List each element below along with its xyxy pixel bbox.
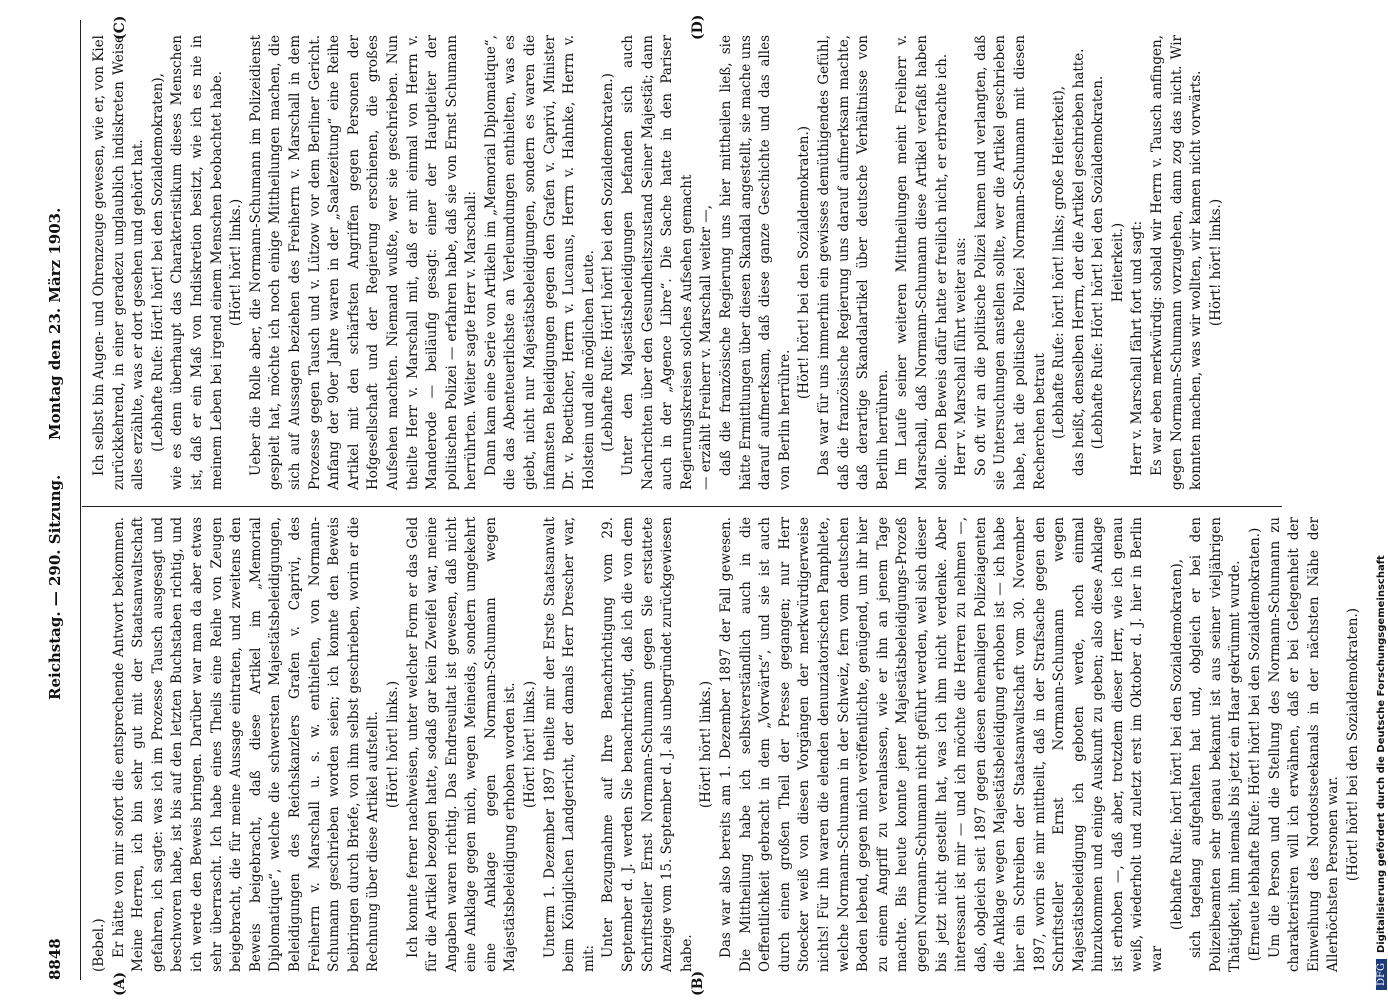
paragraph: Ueber die Rolle aber, die Normann-Schumann im Polizeidienst gespielt hat, möchte ich noch einige Mittheilungen machen, die sich auf Aussagen beziehen des Freiherrn v. Marschall in dem Prozesse gegen Tausch und v. Lützow vor dem Berliner Gericht. Anfang der 90er Jahre waren in der „Saalezeitung“ eine Reihe Artikel mit den schärfsten Angriffen gegen Personen der Hofgesellschaft und der Regierung erschienen, die großes Aufsehen machten. Niemand wußte, wer sie geschrieben. Nun theilte Herr v. Marschall mit, daß er mit einmal von Herrn v. Manderode — beiläufig gesagt: einer der Hauptleiter der politischen Polizei — erfahren habe, daß sie von Ernst Schumann herrührten. Weiter sagte Herr v. Marschall: [247, 35, 480, 490]
margin-mark-a: (A) [112, 971, 128, 996]
interjection: (Hört! hört! links.) [522, 680, 539, 809]
header-title-left: Reichstag. — 290. Sitzung. [46, 474, 64, 700]
quotation: daß die französische Regierung uns hier mittheilen ließ, sie hätte Ermittlungen über diesen Skandal angestellt, sie mache uns darauf aufmerksam, daß diese ganze Geschichte und das alles von Berlin herrühre. [718, 35, 793, 490]
paragraph: Im Laufe seiner weiteren Mittheilungen meint Freiherr v. Marschall, daß Normann-Schumann diese Artikel verfaßt haben solle. Den Beweis dafür hatte er freilich nicht, er erbrachte ich. [894, 35, 950, 490]
paragraph: sich tagelang aufgehalten hat und, obgleich er bei den Polizeibeamten sehr genau bekannt ist aus seiner vieljährigen Thätigkeit, ihm niemals bis jetzt ein Haar gekrümmt wurde. [1188, 517, 1244, 972]
interjection: (Lebhafte Rufe: hört! hört! links; große Heiterkeit), [1051, 85, 1068, 440]
page-number: 8848 [46, 938, 64, 980]
interjection: (Hört! hört! links.) [698, 680, 715, 809]
paragraph: Um die Person und die Stellung des Normann-Schumann zu charakterisiren will ich erwähnen, daß er bei Gelegenheit der Einweihung des Nordostseekanals in der nächsten Nähe der Allerhöchsten Personen war. [1266, 517, 1342, 972]
margin-mark-c: (C) [112, 15, 128, 40]
credit-line [1369, 0, 1387, 990]
paragraph: Unterm 1. Dezember 1897 theilte mir der Erste Staatsanwalt beim Königlichen Landgericht, der damals Herr Drescher war, mit: [541, 517, 597, 972]
quotation: Es war eben merkwürdig: sobald wir Herrn v. Tausch anfingen, gegen Normann-Schumann vorzugehen, dann zog das nicht. Wir konnten machen, was wir wollten, wir kamen nicht vorwärts. [1149, 35, 1205, 490]
interjection: (Lebhafte Rufe: Hört! hört! bei den Sozialdemokraten. Heiterkeit.) [1090, 75, 1126, 450]
paragraph: Das war also bereits am 1. Dezember 1897 der Fall gewesen. Die Mittheilung habe ich selbstverständlich auch in die Oeffentlichkeit gebracht in dem „Vorwärts“, und sie ist auch durch einen großen Theil der Presse gegangen; nur Herr Stoecker weiß von diesen Vorgängen der merkwürdigerweise nichts! Für ihn waren die elenden denunziatorischen Pamphlete, welche Normann-Schumann in der Schweiz, fern vom deutschen Boden lebend, gegen mich veröffentlichte, genügend, um ihr hier zu einem Angriff zu veranlassen, wie er ihn an jenem Tage machte. Bis heute konnte jener Majestätsbeleidigungs-Prozeß gegen Normann-Schumann nicht geführt werden, weil sich dieser bis jetzt nicht gestellt hat, was ich ihm nicht verdenke. Aber interessant ist mir — und ich möchte die Herren zu nehmen —, daß, obgleich seit 1897 gegen diesen ehemaligen Polizeiagenten die Anklage wegen Majestätsbeleidigung erhoben ist — ich habe hier ein Schreiben der Staatsanwaltschaft vom 30. November 1897, worin sie mir mittheilt, daß in der Strafsache gegen den Schriftsteller Ernst Normann-Schumann wegen Majestätsbeleidigung ich geboten werde, noch einmal hinzukommen und einige Auskunft zu geben; also diese Anklage ist erhoben —, daß aber, trotzdem dieser Herr, wie ich genau weiß, wiederholt und zuletzt erst im Oktober d. J. hier in Berlin war [718, 517, 1166, 972]
interjection: (Hört! hört! links.) [228, 198, 245, 327]
paragraph: Herr v. Marschall fährt fort und sagt: [1129, 220, 1146, 476]
header-rule [80, 20, 81, 980]
dfg-logo: DFG [1376, 959, 1387, 990]
quotation: Dann kam eine Serie von Artikeln im „Memorial Diplomatique“, die das Abenteuerlichste an Verleumdungen enthielten, was es giebt, nicht nur Majestätsbeleidigungen, sondern es waren die infamsten Beleidigungen gegen den Grafen v. Caprivi, Minister Dr. v. Boetticher, Herrn v. Lucanus, Herrn v. Hahnke, Herrn v. Holstein und alle möglichen Leute. [482, 35, 597, 490]
left-column [90, 517, 1364, 972]
quotation: Unter Bezugnahme auf Ihre Benachrichtigung vom 29. September d. J. werden Sie benachrichtigt, daß ich die von dem Schriftsteller Ernst Normann-Schumann gegen Sie erstattete Anzeige vom 15. September d. J. als unbegründet zurückgewiesen habe. [600, 517, 695, 972]
paragraph: — erzählt Freiherr v. Marschall weiter —, [698, 204, 715, 490]
credit-text: Digitalisierung gefördert durch die Deutsche Forschungsgemeinschaft [1376, 555, 1387, 954]
paragraph: Herr v. Marschall führt weiter aus: [953, 237, 970, 476]
interjection: (Hört! hört! bei den Sozialdemokraten.) [1345, 607, 1361, 882]
quotation: das heißt, denselben Herrn, der die Artikel geschrieben hatte. [1070, 48, 1087, 476]
paragraph: wie es denn überhaupt das Charakteristikum dieses Menschen ist, daß er ein Maß von Indiskretion besitzt, wie ich es nie in meinem Leben bei irgend einem Menschen beobachtet habe. [169, 35, 225, 490]
right-column [90, 35, 1226, 490]
interjection: (Lebhafte Rufe: Hört! hört! bei den Sozialdemokraten), [149, 73, 166, 452]
quotation: Unter den Majestätsbeleidigungen befanden sich auch Nachrichten über den Gesundheitszustand Seiner Majestät; dann auch in der „Agence Libre“. Die Sache hatte in den Pariser Regierungskreisen solches Aufsehen gemacht [620, 35, 695, 490]
interjection: (Lebhafte Rufe: Hört! hört! bei den Sozialdemokraten.) [600, 73, 617, 452]
interjection: (Erneute lebhafte Rufe: Hört! hört! bei den Sozialdemokraten.) [1247, 527, 1264, 962]
quotation: So oft wir an die politische Polizei kamen und verlangten, daß sie Untersuchungen anstellen sollte, wer die Artikel geschrieben habe, hat die politische Polizei Normann-Schumann mit diesen Recherchen betraut [972, 35, 1048, 490]
margin-mark-b: (B) [690, 970, 706, 996]
paragraph: Ich konnte ferner nachweisen, unter welcher Form er das Geld für die Artikel bezogen hatte, sodaß gar kein Zweifel war, meine Angaben waren richtig. Das Endresultat ist gewesen, daß nicht eine Anklage gegen mich, wegen Meineids, sondern umgekehrt eine Anklage gegen Normann-Schumann wegen Majestätsbeleidigung erhoben worden ist. [404, 517, 519, 972]
margin-mark-d: (D) [690, 14, 706, 40]
interjection: (Hört! hört! links.) [1207, 198, 1224, 327]
interjection: (Hört! hört! bei den Sozialdemokraten.) [796, 125, 813, 400]
paragraph: Ich selbst bin Augen- und Ohrenzeuge gewesen, wie er, von Kiel zurückkehrend, in einer geradezu unglaublich indiskreten Weise alles erzählte, was er dort gesehen und gehört hat. [91, 35, 147, 490]
interjection: (lebhafte Rufe: hört! hört! bei den Sozialdemokraten), [1168, 558, 1185, 931]
interjection: (Hört! hört! links.) [384, 680, 401, 809]
header-title-right: Montag den 23. März 1903. [46, 207, 64, 440]
quotation: Das war für uns immerhin ein gewisses demüthigendes Gefühl, daß die französische Regierung uns darauf aufmerksam machte, daß derartige Skandalartikel über deutsche Verhältnisse von Berlin herrühren. [815, 35, 891, 490]
speaker-tag: (Bebel.) [91, 918, 107, 972]
column-divider [82, 506, 1282, 507]
paragraph: Er hätte von mir sofort die entsprechende Antwort bekommen. Meine Herren, ich bin sehr gut mit der Staatsanwaltschaft gefahren, ich sagte: was ich im Prozesse Tausch ausgesagt und beschworen habe, ist bis auf den letzten Buchstaben richtig, und ich werde den Beweis bringen. Darüber war man da aber etwas sehr überrascht. Ich habe eines Theils eine Reihe von Zeugen beigebracht, die für meine Aussage eintraten, und zweitens den Beweis beigebracht, daß diese Artikel im „Memorial Diplomatique“, welche die schwersten Majestätsbeleidigungen, Beleidigungen des Reichskanzlers Grafen v. Caprivi, des Freiherrn v. Marschall u. s. w. enthielten, von Normann-Schumann geschrieben worden seien; ich konnte den Beweis beibringen durch Briefe, von ihm selbst geschrieben, worin er die Rechnung über diese Artikel aufstellt. [110, 517, 382, 972]
